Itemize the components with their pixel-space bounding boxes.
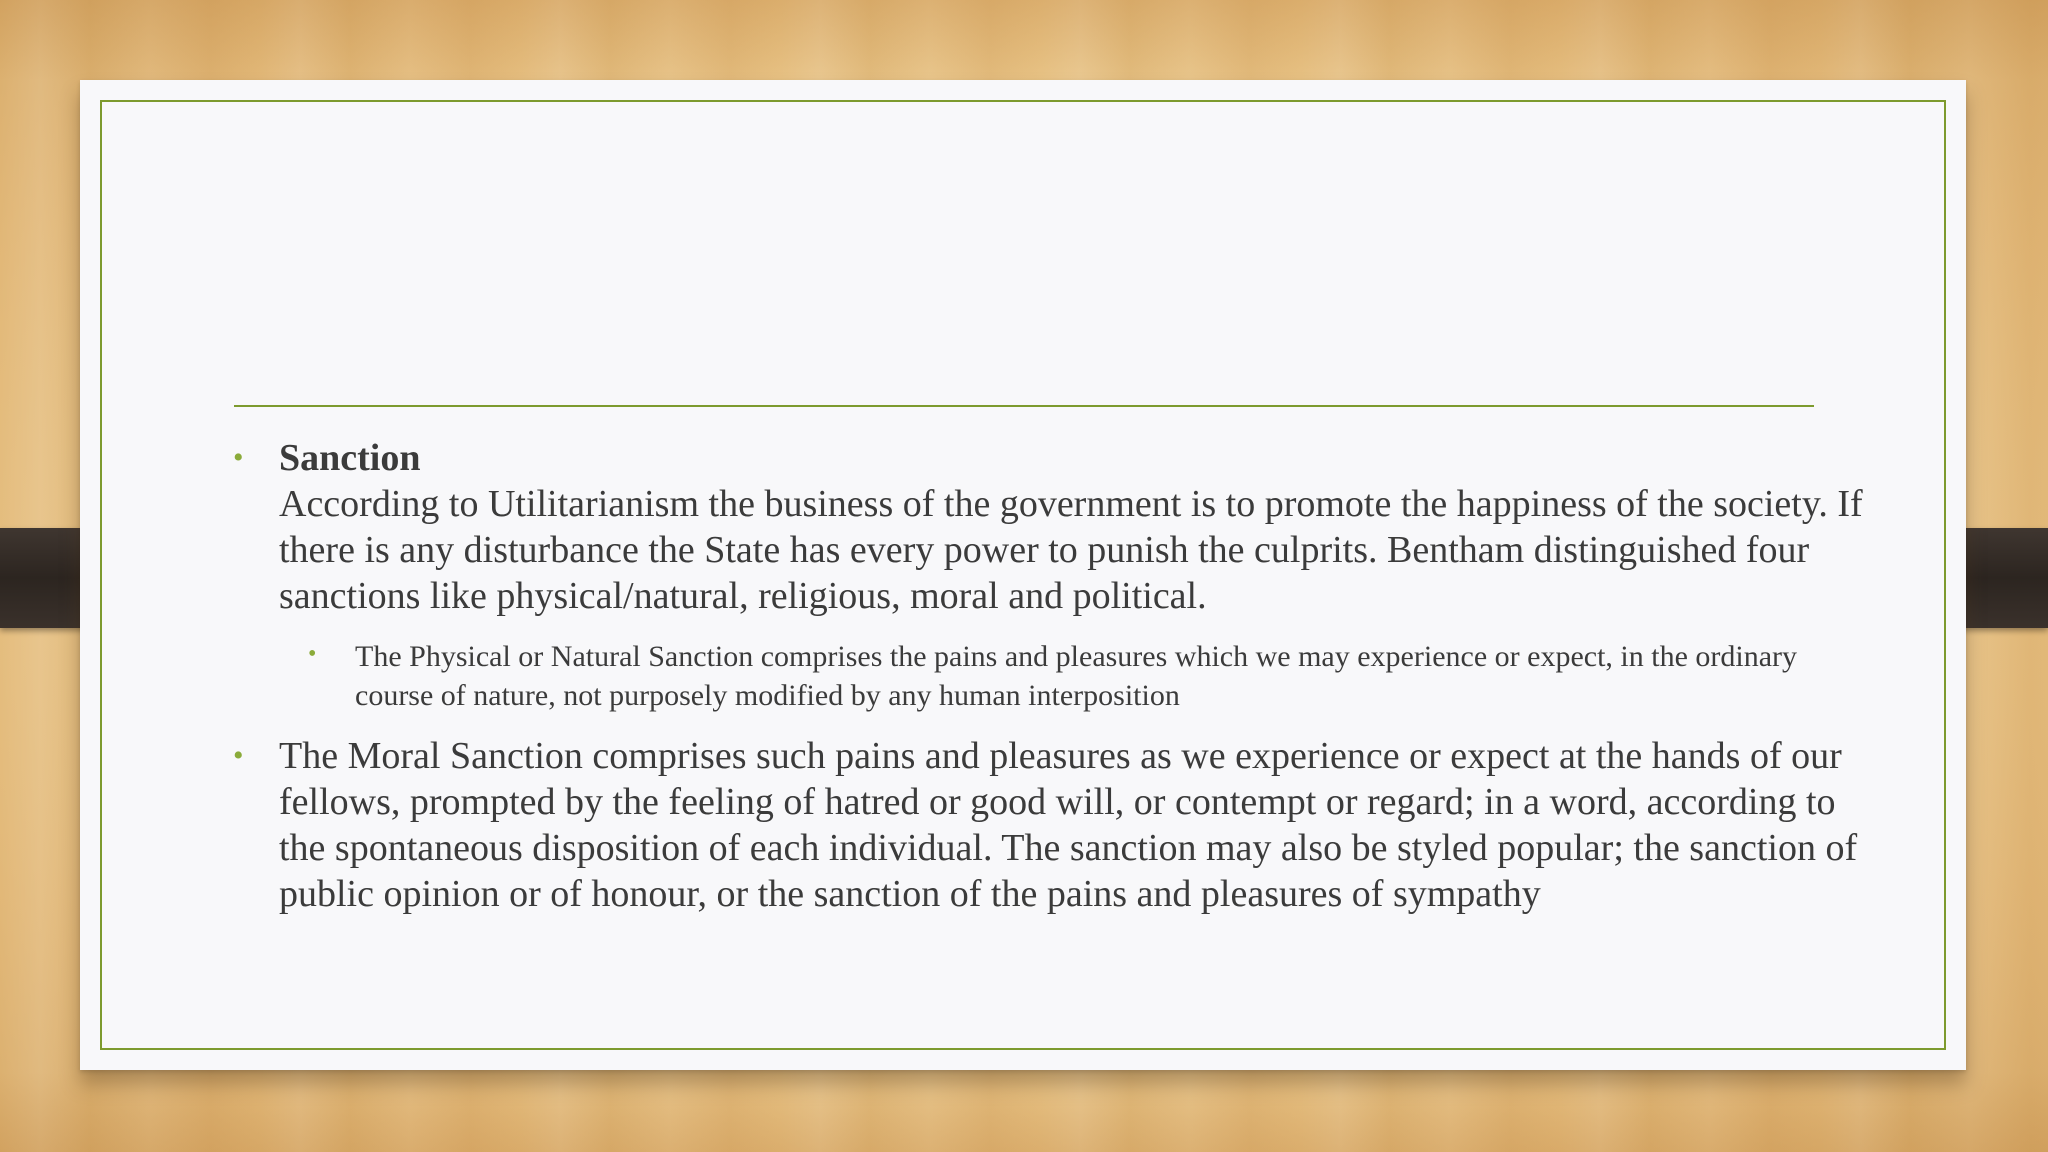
wood-background-top bbox=[0, 0, 2048, 80]
bullet-dot-icon: • bbox=[233, 739, 244, 772]
sub-bullet-dot-icon: • bbox=[308, 641, 317, 667]
slide-body bbox=[232, 435, 1872, 917]
bullet-text: The Moral Sanction comprises such pains and pleasures as we experience or expect at the hands of our fellows, prompted by the feeling of hatred or good will, or contempt or regard; in a word, according to the spontaneous disposition of each individual. The sanction may also be styled popular; the sanction of public opinion or of honour, or the sanction of the pains and pleasures of sympathy bbox=[279, 735, 1858, 915]
slide bbox=[80, 80, 1966, 1070]
sub-bullet-item-physical-sanction bbox=[279, 637, 1872, 715]
bullet-item-sanction bbox=[232, 435, 1872, 619]
bullet-item-moral-sanction bbox=[232, 733, 1872, 917]
bullet-dot-icon: • bbox=[233, 441, 244, 474]
title-divider-line bbox=[234, 405, 1814, 407]
bullet-heading: Sanction bbox=[279, 437, 421, 479]
bullet-text: According to Utilitarianism the business of the government is to promote the happiness of the society. If there is any disturbance the State has every power to punish the culprits. Bentham distinguished four sanctions like physical/natural, religious, moral and political. bbox=[279, 483, 1863, 617]
wood-background-bottom bbox=[0, 1072, 2048, 1152]
sub-bullet-text: The Physical or Natural Sanction comprises the pains and pleasures which we may experience or expect, in the ordinary course of nature, not purposely modified by any human interposition bbox=[355, 640, 1798, 712]
